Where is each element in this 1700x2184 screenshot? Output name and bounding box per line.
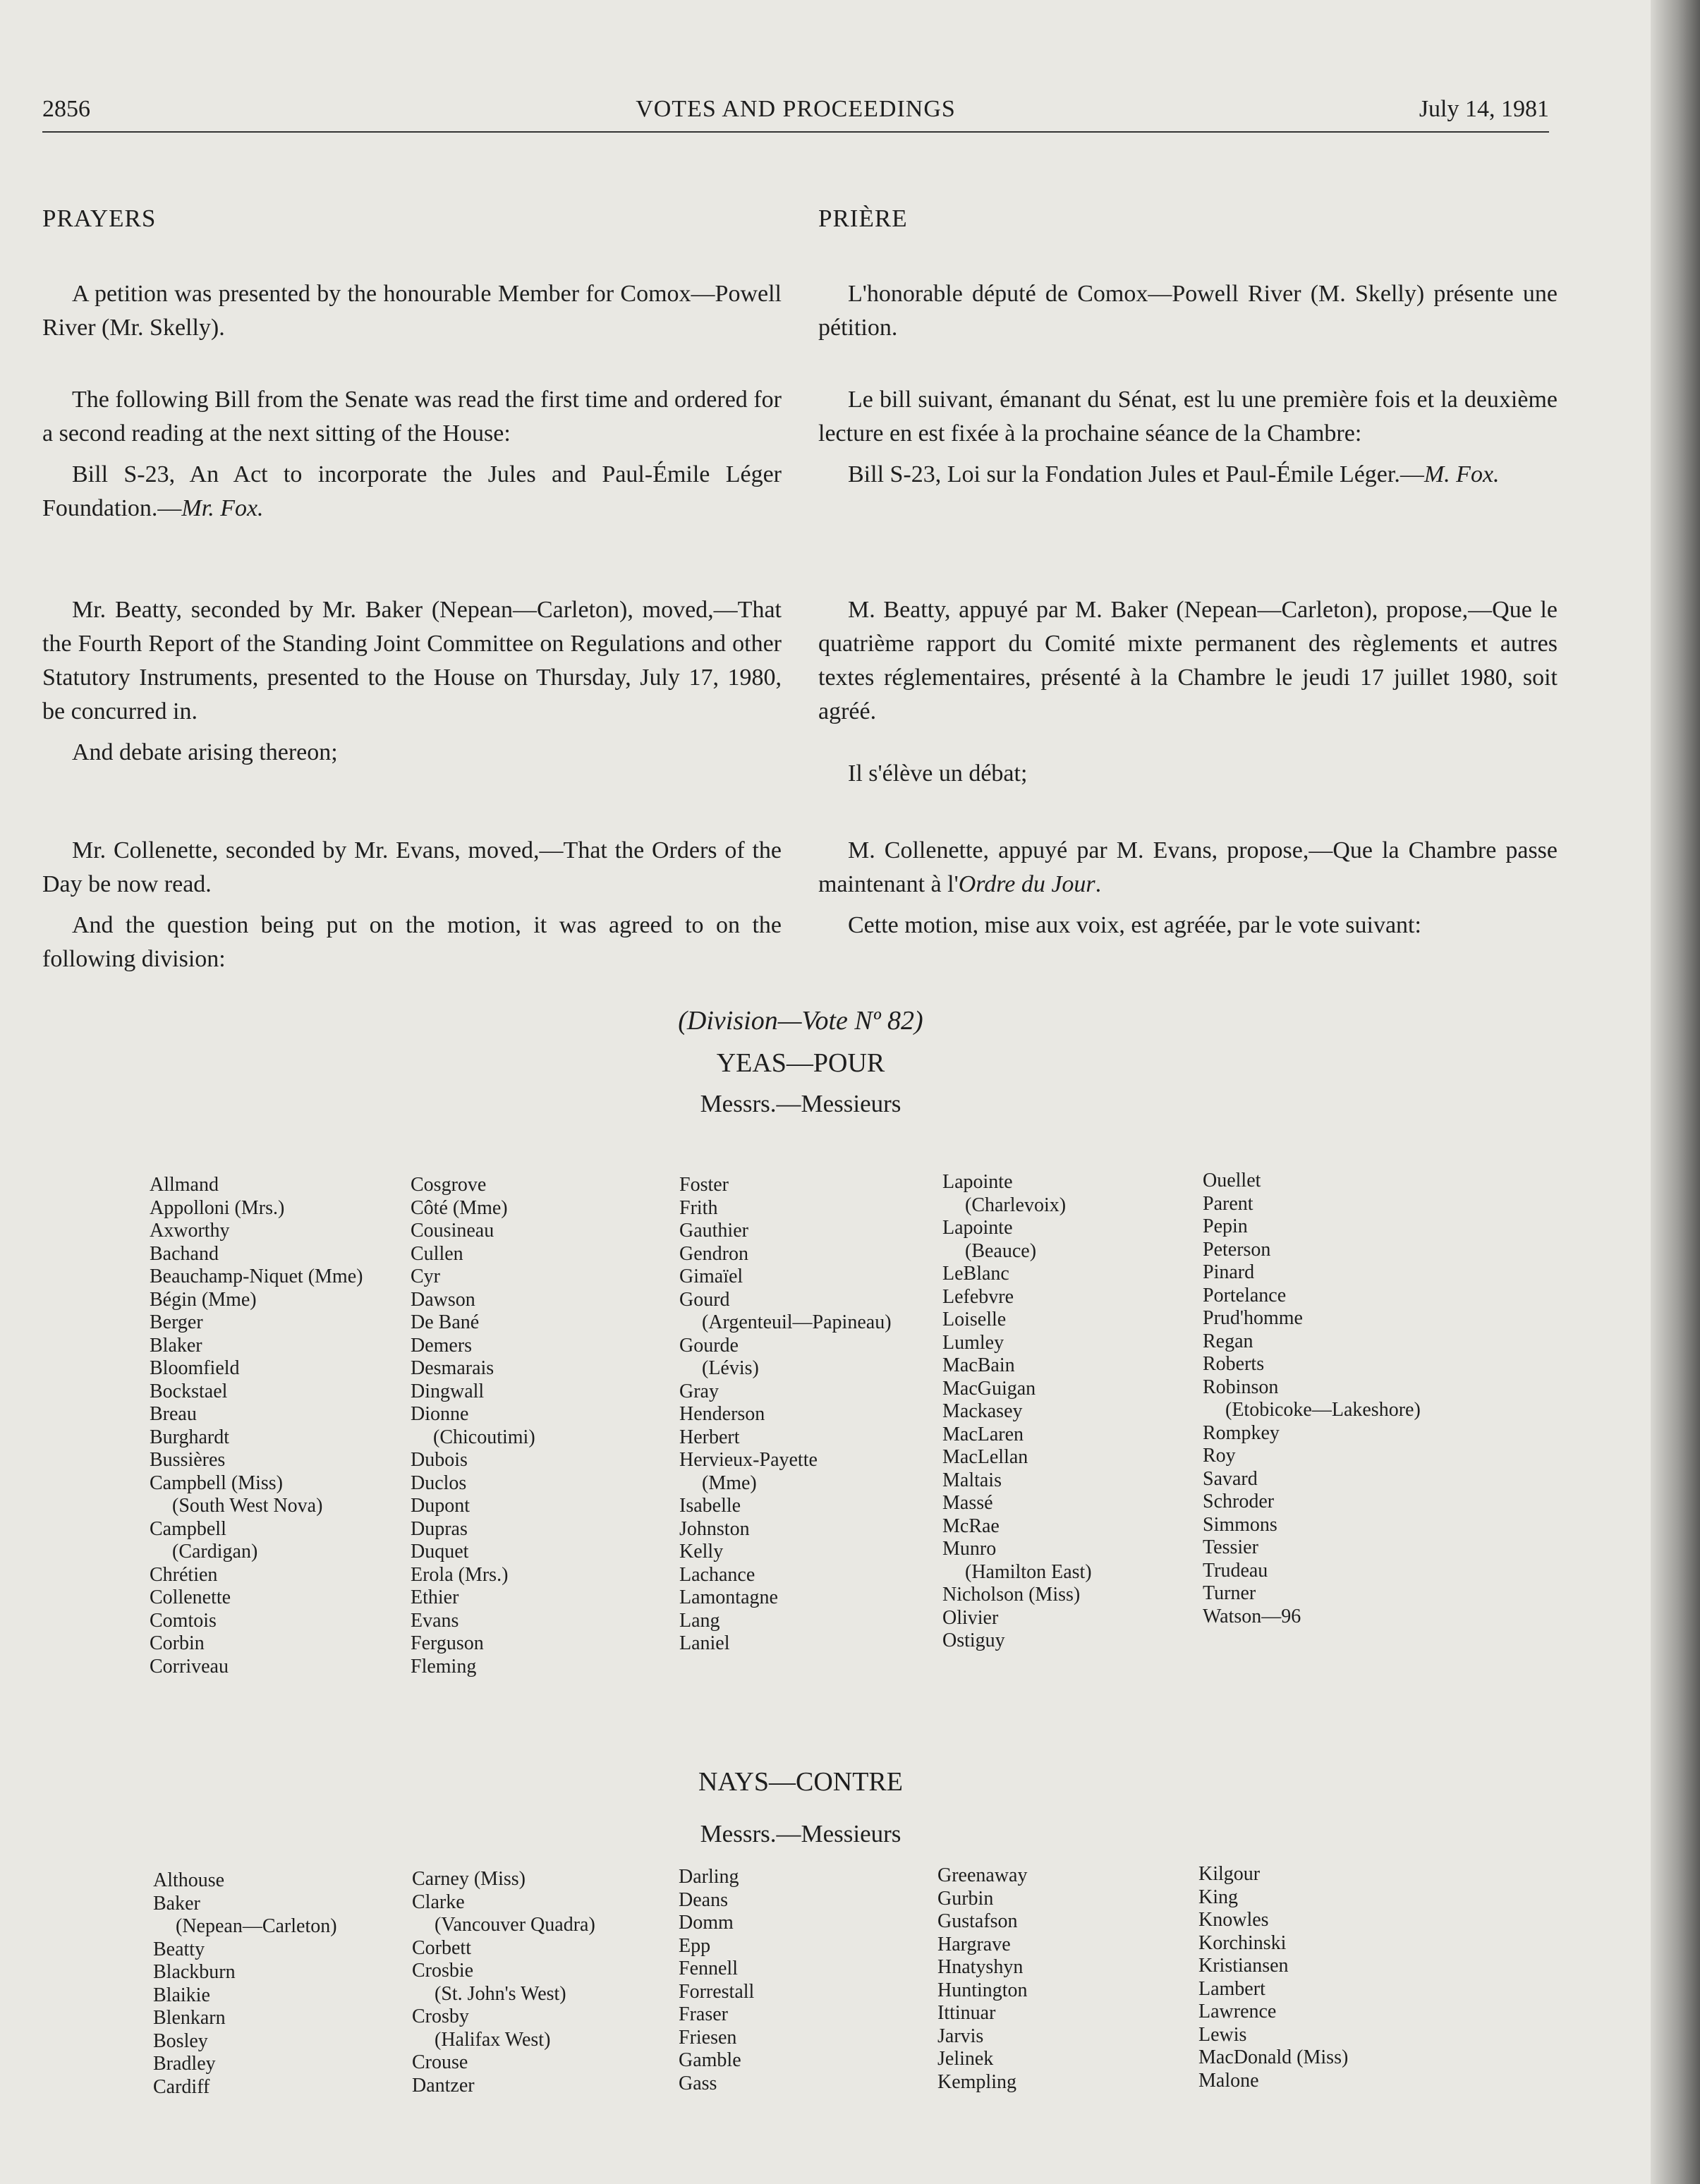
member-name: Bussières: [150, 1449, 226, 1471]
member-name: Blaker: [150, 1334, 202, 1357]
member-name: Dupras: [411, 1517, 468, 1540]
french-petition: L'honorable député de Comox—Powell River (M. Skelly) présente une pétition.: [818, 281, 1558, 341]
member-name: Hargrave: [937, 1933, 1011, 1955]
member-name: Olivier: [942, 1606, 999, 1629]
member-name: Parent: [1203, 1192, 1253, 1215]
member-name: Darling: [679, 1866, 739, 1888]
member-name: Cullen: [411, 1242, 463, 1265]
member-name: LeBlanc: [942, 1263, 1009, 1285]
member-name: Blaikie: [153, 1984, 210, 2006]
member-name: Evans: [411, 1609, 459, 1632]
member-name: Loiselle: [942, 1309, 1007, 1330]
english-senate-bill: The following Bill from the Senate was read the first time and ordered for a second reading at the next sitting of the House:: [42, 387, 782, 447]
yeas-column-3: [679, 1174, 892, 1656]
member-name: Lumley: [942, 1331, 1004, 1354]
member-name: (Charlevoix): [965, 1194, 1067, 1216]
member-name: Corbett: [412, 1936, 471, 1959]
member-name: Lapointe: [942, 1171, 1013, 1193]
member-name: Dawson: [411, 1288, 475, 1311]
header-date: July 14, 1981: [1419, 96, 1549, 122]
member-name: Prud'homme: [1203, 1307, 1303, 1329]
member-name: King: [1198, 1886, 1238, 1908]
french-beatty-block: [818, 593, 1558, 791]
member-name: Gamble: [679, 2049, 741, 2071]
member-name: (Chicoutimi): [433, 1426, 535, 1448]
member-name: Kelly: [679, 1541, 724, 1563]
english-petition: A petition was presented by the honourable Member for Comox—Powell River (Mr. Skelly).: [42, 281, 782, 341]
member-name: Korchinski: [1198, 1931, 1287, 1954]
english-question: And the question being put on the motion, it was agreed to on the following division:: [42, 912, 782, 972]
member-name: Johnston: [679, 1517, 750, 1540]
member-name: Cyr: [411, 1266, 440, 1287]
member-name: Maltais: [942, 1469, 1002, 1491]
member-name: (South West Nova): [172, 1495, 323, 1517]
nays-column-5: [1198, 1863, 1348, 2092]
member-name: (Hamilton East): [965, 1560, 1092, 1583]
member-name: Corriveau: [150, 1655, 229, 1678]
member-name: Duclos: [411, 1472, 467, 1494]
member-name: Gendron: [679, 1242, 748, 1265]
member-name: Roy: [1203, 1445, 1236, 1467]
french-collenette-block: [818, 834, 1558, 942]
member-name: Forrestall: [679, 1980, 755, 2003]
english-bill-block: [42, 383, 782, 526]
member-name: MacDonald (Miss): [1198, 2046, 1349, 2068]
member-name: Jelinek: [937, 2048, 994, 2070]
member-name: Schroder: [1203, 1491, 1275, 1512]
member-name: Gauthier: [679, 1220, 748, 1242]
member-name: Fennell: [679, 1958, 738, 1979]
member-name: Ouellet: [1203, 1170, 1261, 1191]
member-name: Crouse: [412, 2051, 468, 2073]
page-header: [42, 96, 1549, 133]
member-name: Regan: [1203, 1330, 1253, 1352]
member-name: Simmons: [1203, 1513, 1277, 1536]
member-name: Watson—96: [1203, 1605, 1301, 1627]
member-name: Tessier: [1203, 1536, 1258, 1558]
english-petition-block: [42, 277, 782, 345]
member-name: Desmarais: [411, 1357, 494, 1379]
member-name: Kempling: [937, 2070, 1016, 2093]
page-edge-shadow: [1651, 0, 1700, 2184]
member-name: Duquet: [411, 1541, 469, 1563]
french-bill-text: Bill S-23, Loi sur la Fondation Jules et Paul-Émile Léger.—: [848, 461, 1424, 487]
member-name: Domm: [679, 1912, 734, 1934]
member-name: Gustafson: [937, 1910, 1018, 1932]
english-heading: PRAYERS: [42, 205, 157, 232]
nays-column-4: [937, 1864, 1028, 2094]
french-bill-mover: M. Fox.: [1423, 461, 1500, 487]
member-name: Breau: [150, 1403, 197, 1425]
member-name: Carney (Miss): [412, 1868, 526, 1890]
member-name: Lang: [679, 1609, 720, 1632]
member-name: Friesen: [679, 2026, 737, 2049]
member-name: (Argenteuil—Papineau): [702, 1311, 892, 1333]
member-name: Allmand: [150, 1174, 219, 1196]
member-name: Isabelle: [679, 1495, 741, 1517]
member-name: Dionne: [411, 1403, 469, 1425]
yeas-column-5: [1203, 1170, 1421, 1628]
member-name: Munro: [942, 1538, 997, 1560]
member-name: (Etobicoke—Lakeshore): [1225, 1399, 1421, 1421]
member-name: Lewis: [1198, 2023, 1247, 2046]
member-name: Foster: [679, 1174, 729, 1196]
member-name: (Mme): [702, 1472, 757, 1494]
member-name: (Vancouver Quadra): [435, 1914, 595, 1936]
member-name: MacLaren: [942, 1423, 1024, 1445]
member-name: McRae: [942, 1515, 1000, 1537]
member-name: Mackasey: [942, 1400, 1023, 1422]
member-name: Roberts: [1203, 1353, 1265, 1375]
member-name: Berger: [150, 1311, 203, 1333]
member-name: Nicholson (Miss): [942, 1584, 1081, 1606]
french-bill-entry: [818, 458, 1558, 492]
member-name: Gourde: [679, 1334, 739, 1357]
member-name: Campbell (Miss): [150, 1472, 283, 1494]
member-name: Blenkarn: [153, 2007, 226, 2029]
member-name: (Beauce): [965, 1239, 1037, 1262]
member-name: Robinson: [1203, 1376, 1279, 1398]
french-heading-block: [818, 202, 1558, 236]
french-collenette-italic: Ordre du Jour: [958, 871, 1095, 897]
member-name: Henderson: [679, 1403, 765, 1425]
member-name: Lawrence: [1198, 2001, 1277, 2022]
english-bill-entry: [42, 458, 782, 526]
member-name: Dubois: [411, 1449, 468, 1471]
member-name: Lamontagne: [679, 1587, 778, 1608]
member-name: Crosby: [412, 2006, 469, 2027]
english-heading-block: [42, 202, 782, 236]
english-debate: And debate arising thereon;: [72, 739, 338, 765]
member-name: Bégin (Mme): [150, 1288, 257, 1311]
nays-column-1: [153, 1869, 337, 2099]
member-name: Hervieux-Payette: [679, 1449, 818, 1471]
french-collenette-suffix: .: [1095, 871, 1102, 897]
member-name: Bosley: [153, 2030, 208, 2052]
french-beatty-motion: M. Beatty, appuyé par M. Baker (Nepean—Carleton), propose,—Que le quatrième rapport du Comité mixte permanent des règlements et autres textes réglementaires, présenté à la Chambre le jeudi 17 juillet 1980, soit agréé.: [818, 597, 1558, 724]
member-name: Gray: [679, 1380, 719, 1402]
member-name: Portelance: [1203, 1284, 1287, 1306]
member-name: Lapointe: [942, 1217, 1013, 1239]
member-name: Beatty: [153, 1938, 205, 1960]
member-name: MacLellan: [942, 1446, 1028, 1468]
member-name: MacGuigan: [942, 1377, 1036, 1400]
member-name: Demers: [411, 1334, 473, 1357]
member-name: (Cardigan): [172, 1541, 258, 1563]
yeas-heading: YEAS—POUR: [716, 1048, 885, 1078]
member-name: Pinard: [1203, 1261, 1255, 1283]
french-petition-block: [818, 277, 1558, 345]
member-name: Gass: [679, 2072, 717, 2094]
member-name: Bloomfield: [150, 1357, 240, 1379]
french-collenette-motion: [818, 834, 1558, 902]
member-name: Appolloni (Mrs.): [150, 1196, 285, 1219]
member-name: Ostiguy: [942, 1630, 1005, 1651]
french-bill-block: [818, 383, 1558, 492]
french-debate: Il s'élève un débat;: [848, 760, 1028, 787]
member-name: Trudeau: [1203, 1559, 1268, 1582]
page-number: 2856: [42, 96, 90, 122]
member-name: (Halifax West): [435, 2028, 551, 2051]
english-bill-mover: Mr. Fox.: [181, 495, 264, 521]
member-name: Gurbin: [937, 1887, 994, 1910]
member-name: Malone: [1198, 2069, 1259, 2092]
member-name: Ittinuar: [937, 2002, 996, 2024]
nays-column-3: [679, 1866, 754, 2095]
member-name: Lambert: [1198, 1977, 1265, 2000]
member-name: Dupont: [411, 1495, 470, 1517]
member-name: Gourd: [679, 1288, 730, 1311]
member-name: Axworthy: [150, 1220, 230, 1242]
member-name: Dantzer: [412, 2074, 475, 2097]
member-name: Knowles: [1198, 1909, 1269, 1931]
yeas-column-1: [150, 1174, 363, 1678]
member-name: Blackburn: [153, 1961, 236, 1983]
member-name: MacBain: [942, 1354, 1015, 1376]
member-name: Cardiff: [153, 2075, 210, 2098]
member-name: Ferguson: [411, 1632, 484, 1654]
english-collenette-motion: Mr. Collenette, seconded by Mr. Evans, moved,—That the Orders of the Day be now read.: [42, 837, 782, 897]
nays-heading: NAYS—CONTRE: [698, 1767, 903, 1797]
member-name: Dingwall: [411, 1380, 485, 1402]
member-name: Fraser: [679, 2003, 728, 2025]
member-name: (Lévis): [702, 1357, 759, 1379]
member-name: Lefebvre: [942, 1285, 1014, 1308]
member-name: Comtois: [150, 1609, 217, 1632]
english-collenette-block: [42, 834, 782, 976]
member-name: Cousineau: [411, 1220, 494, 1242]
yeas-column-2: [411, 1174, 535, 1678]
nays-column-2: [412, 1868, 595, 2097]
member-name: Kristiansen: [1198, 1955, 1289, 1977]
running-title: VOTES AND PROCEEDINGS: [636, 96, 956, 122]
member-name: Althouse: [153, 1869, 225, 1891]
english-beatty-motion: Mr. Beatty, seconded by Mr. Baker (Nepean—Carleton), moved,—That the Fourth Report of the Standing Joint Committee on Regulations and other Statutory Instruments, presented to the House on Thursday, July 17, 1980, be concurred in.: [42, 597, 782, 724]
member-name: Frith: [679, 1196, 718, 1219]
member-name: Herbert: [679, 1426, 740, 1448]
member-name: Hnatyshyn: [937, 1956, 1024, 1978]
member-name: Greenaway: [937, 1864, 1028, 1886]
division-title: (Division—Vote Nº 82): [678, 1006, 923, 1036]
member-name: Bradley: [153, 2053, 216, 2075]
french-collenette-prefix: M. Collenette, appuyé par M. Evans, propose,—Que la Chambre passe maintenant à l': [818, 837, 1558, 897]
member-name: Bockstael: [150, 1380, 228, 1402]
member-name: Peterson: [1203, 1238, 1271, 1261]
member-name: Jarvis: [937, 2025, 984, 2047]
member-name: Fleming: [411, 1655, 477, 1678]
member-name: Côté (Mme): [411, 1196, 508, 1219]
member-name: Crosbie: [412, 1960, 474, 1982]
member-name: Campbell: [150, 1517, 226, 1540]
member-name: Bachand: [150, 1242, 219, 1265]
member-name: Pepin: [1203, 1215, 1248, 1237]
member-name: Deans: [679, 1888, 728, 1911]
yeas-messrs: Messrs.—Messieurs: [700, 1090, 901, 1117]
member-name: Corbin: [150, 1632, 205, 1654]
member-name: Beauchamp-Niquet (Mme): [150, 1266, 363, 1287]
member-name: (St. John's West): [435, 1982, 566, 2005]
french-question: Cette motion, mise aux voix, est agréée, par le vote suivant:: [848, 912, 1421, 938]
member-name: Lachance: [679, 1563, 755, 1586]
member-name: Baker: [153, 1892, 200, 1915]
english-beatty-block: [42, 593, 782, 770]
yeas-column-4: [942, 1171, 1092, 1653]
member-name: Erola (Mrs.): [411, 1563, 509, 1586]
member-name: Burghardt: [150, 1426, 230, 1448]
member-name: Savard: [1203, 1467, 1258, 1490]
member-name: (Nepean—Carleton): [176, 1915, 337, 1937]
member-name: Rompkey: [1203, 1421, 1280, 1444]
member-name: Ethier: [411, 1587, 459, 1608]
member-name: Massé: [942, 1492, 993, 1514]
nays-messrs: Messrs.—Messieurs: [700, 1820, 901, 1848]
french-senate-bill: Le bill suivant, émanant du Sénat, est lu une première fois et la deuxième lecture en est fixée à la prochaine séance de la Chambre:: [818, 387, 1558, 447]
member-name: Huntington: [937, 1979, 1028, 2001]
member-name: Epp: [679, 1934, 711, 1957]
member-name: Cosgrove: [411, 1174, 487, 1196]
member-name: Collenette: [150, 1587, 231, 1608]
member-name: Chrétien: [150, 1563, 218, 1586]
member-name: De Bané: [411, 1311, 480, 1333]
member-name: Turner: [1203, 1582, 1256, 1604]
member-name: Gimaïel: [679, 1266, 743, 1287]
french-heading: PRIÈRE: [818, 205, 908, 232]
member-name: Laniel: [679, 1632, 730, 1654]
english-bill-text: Bill S-23, An Act to incorporate the Jules and Paul-Émile Léger Foundation.—: [42, 461, 782, 521]
member-name: Clarke: [412, 1891, 465, 1913]
member-name: Kilgour: [1198, 1863, 1261, 1885]
